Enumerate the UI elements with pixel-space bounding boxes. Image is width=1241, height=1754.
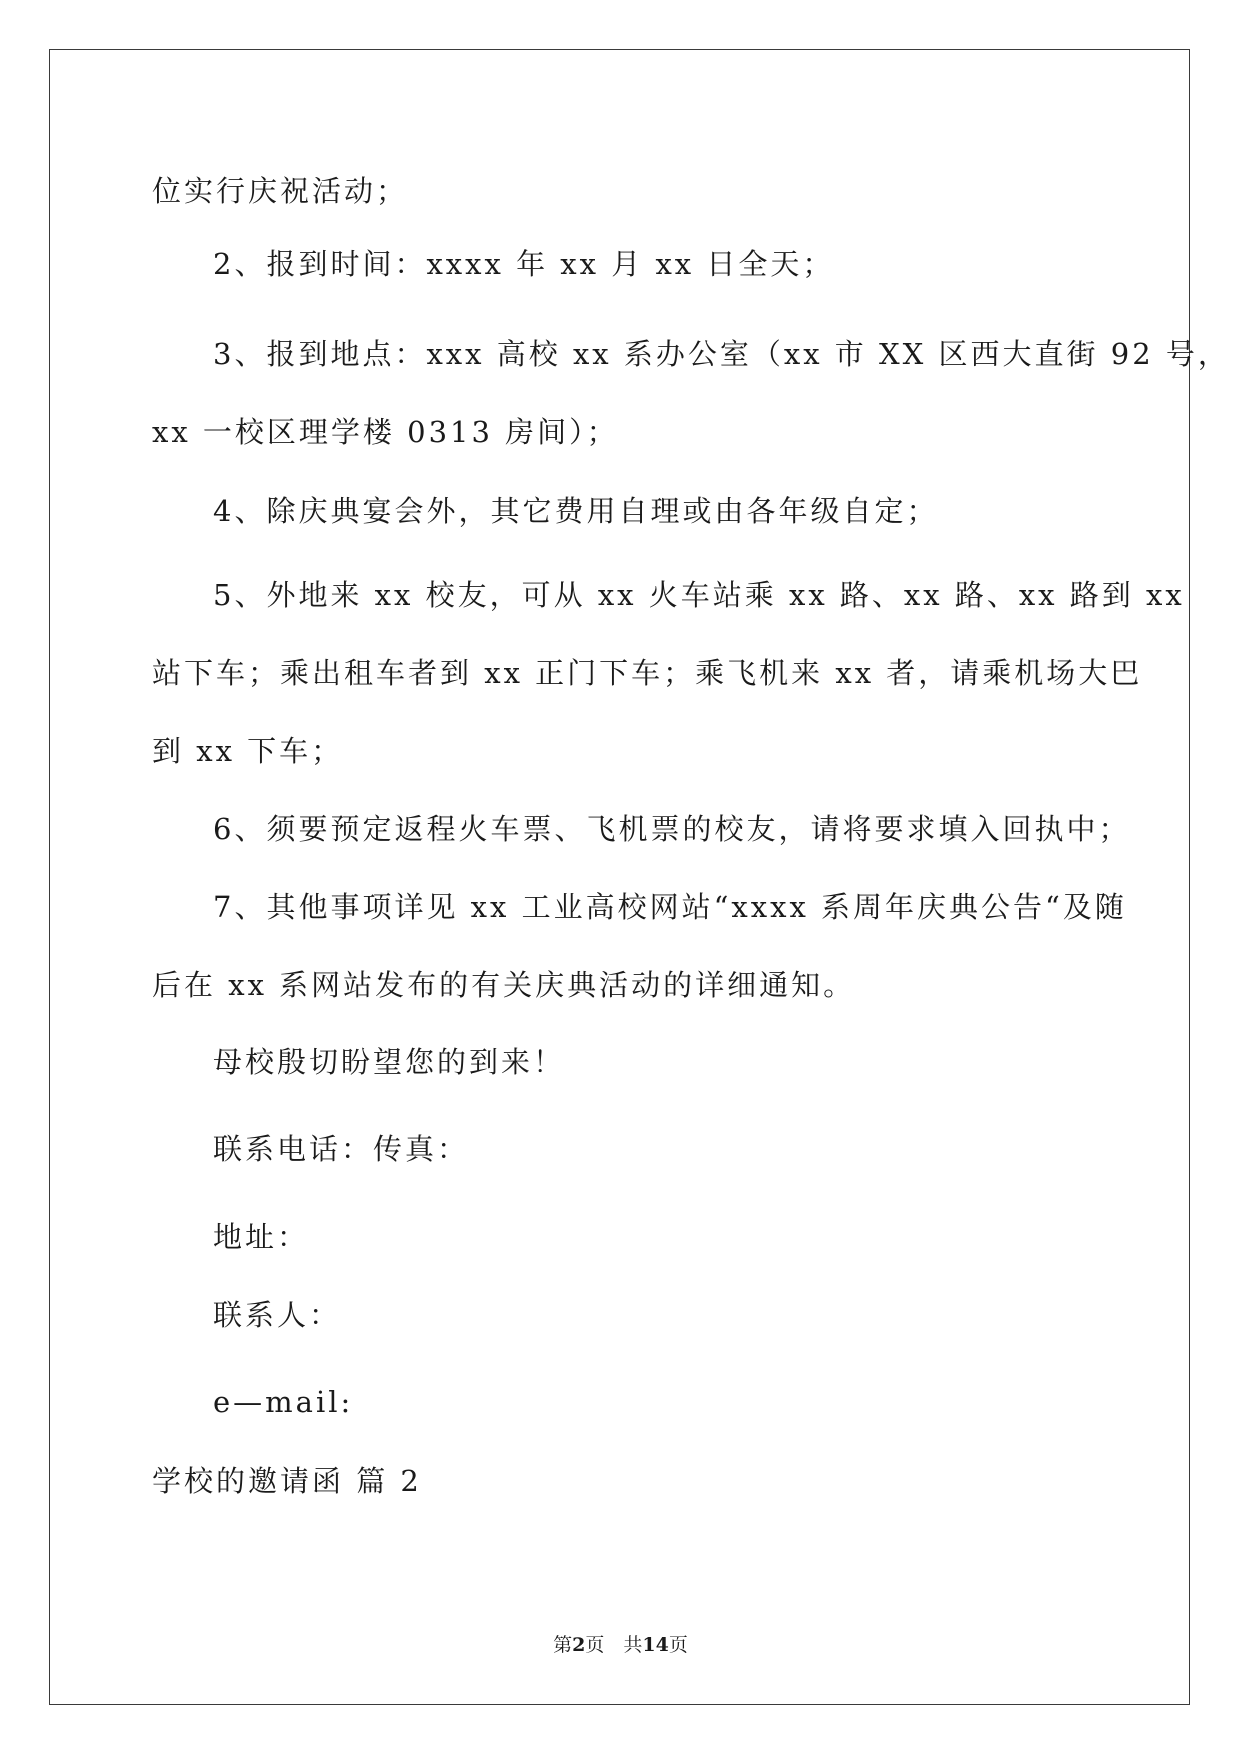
text-line-13: 联系电话：传真： [213,1132,470,1166]
text-line-1: 位实行庆祝活动； [152,174,409,208]
footer-middle: 页 共 [585,1634,643,1656]
text-line-15: 联系人： [213,1298,342,1332]
text-line-8: 到 xx 下车； [152,734,344,768]
text-line-7: 站下车；乘出租车者到 xx 正门下车；乘飞机来 xx 者，请乘机场大巴 [152,656,1143,690]
text-line-16: e—mail: [213,1385,354,1419]
page-footer [0,1630,1241,1657]
text-line-11: 后在 xx 系网站发布的有关庆典活动的详细通知。 [152,968,856,1002]
text-line-9: 6、须要预定返程火车票、飞机票的校友，请将要求填入回执中； [213,812,1131,846]
text-line-10: 7、其他事项详见 xx 工业高校网站“xxxx 系周年庆典公告“及随 [213,890,1127,924]
text-line-12: 母校殷切盼望您的到来！ [213,1045,566,1079]
footer-prefix: 第 [553,1634,573,1656]
footer-suffix: 页 [668,1634,688,1656]
text-line-14: 地址： [213,1220,310,1254]
text-line-5: 4、除庆典宴会外，其它费用自理或由各年级自定； [213,494,939,528]
text-line-2: 2、报到时间：xxxx 年 xx 月 xx 日全天； [213,247,835,281]
section-heading: 学校的邀请函 篇 2 [152,1464,422,1498]
footer-page-number: 2 [572,1634,586,1656]
text-line-3: 3、报到地点：xxx 高校 xx 系办公室（xx 市 XX 区西大直街 92 号， [213,337,1230,371]
text-line-4: xx 一校区理学楼 0313 房间）； [152,415,619,449]
page-border [49,49,1190,1705]
footer-total-pages: 14 [642,1634,669,1656]
text-line-6: 5、外地来 xx 校友，可从 xx 火车站乘 xx 路、xx 路、xx 路到 xx [213,578,1185,612]
